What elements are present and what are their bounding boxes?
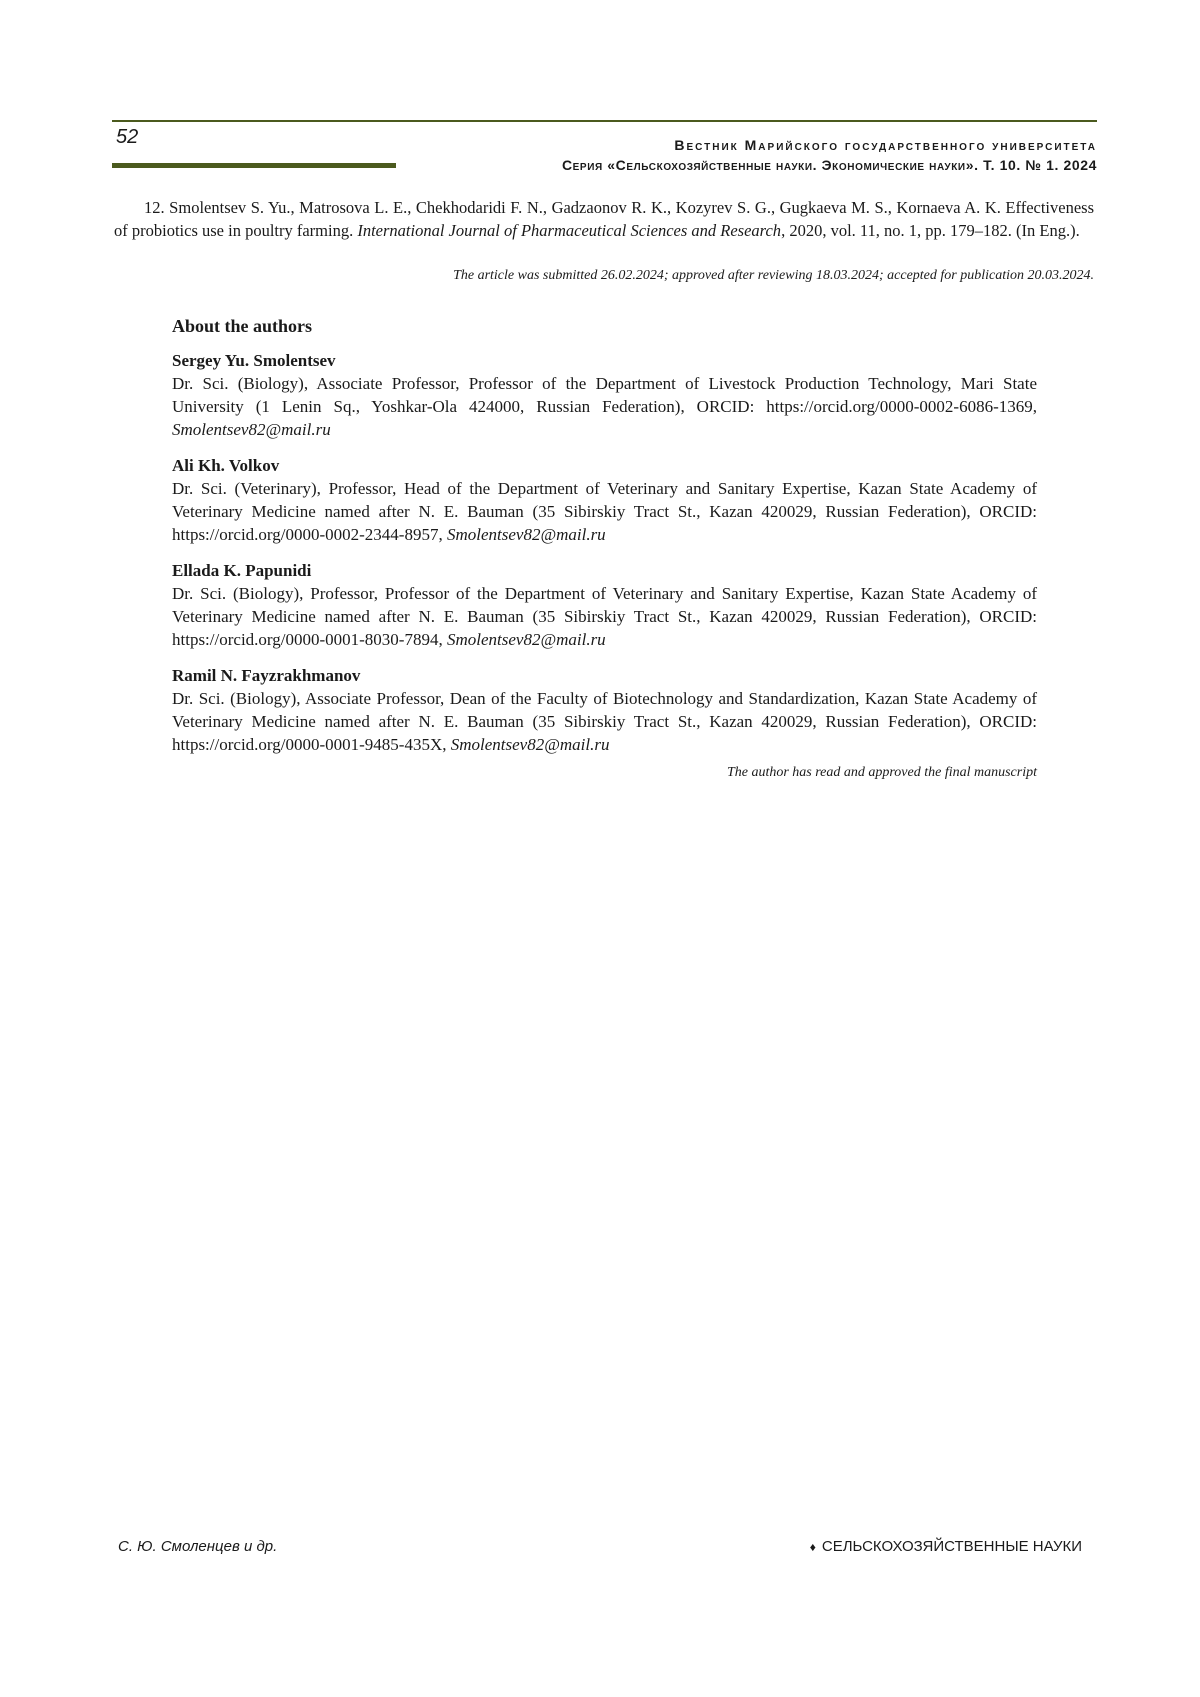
reference-entry [114,196,1094,242]
reference-lead: 12. Smolentsev S. Yu., Matrosova L. E., Chekhodaridi F. N., Gadzaonov R. K., Kozyrev S. G., Gugkaeva M. S., Kornaeva A. K. Effectiveness of probiotics use in poultry farming. [114,198,1094,240]
submission-dates: The article was submitted 26.02.2024; approved after reviewing 18.03.2024; accepted for publication 20.03.2024. [453,268,1094,283]
author-name: Ramil N. Fayzrakhmanov [172,666,361,685]
header-accent-bar [112,163,396,168]
author-block [172,349,1037,441]
reference-journal: International Journal of Pharmaceutical Sciences and Research [357,221,782,240]
author-block [172,664,1037,756]
author-bio [172,477,1037,546]
author-bio [172,687,1037,756]
author-bio [172,372,1037,441]
author-bio-text: Dr. Sci. (Biology), Associate Professor, Professor of the Department of Livestock Production Technology, Mari State University (1 Lenin Sq., Yoshkar-Ola 424000, Russian Federation), ORCID: https://orcid.org/0000-0002-6086-1369, [172,374,1037,416]
author-email[interactable]: Smolentsev82@mail.ru [450,735,610,754]
author-email[interactable]: Smolentsev82@mail.ru [446,525,606,544]
author-bio-text: Dr. Sci. (Biology), Professor, Professor of the Department of Veterinary and Sanitary Expertise, Kazan State Academy of Veterinary Medicine named after N. E. Bauman (35 Sibirskiy Tract St., Kazan 420029, Russian Federation), ORCID: https://orcid.org/0000-0001-8030-7894, [172,584,1037,649]
series-line: Серия «Сельскохозяйственные науки. Экономические науки». Т. 10. № 1. 2024 [561,157,1097,173]
journal-title: Вестник Марийского государственного университета [674,137,1097,153]
author-name: Ellada K. Papunidi [172,561,312,580]
about-authors-title: About the authors [172,316,313,336]
page-number: 52 [116,126,139,148]
approval-note: The author has read and approved the final manuscript [726,765,1037,780]
author-block [172,454,1037,546]
author-bio-text: Dr. Sci. (Biology), Associate Professor, Dean of the Faculty of Biotechnology and Standardization, Kazan State Academy of Veterinary Medicine named after N. E. Bauman (35 Sibirskiy Tract St., Kazan 420029, Russian Federation), ORCID: https://orcid.org/0000-0001-9485-435X, [172,689,1037,754]
author-email[interactable]: Smolentsev82@mail.ru [172,420,331,439]
author-email[interactable]: Smolentsev82@mail.ru [446,630,606,649]
diamond-icon: ♦ [809,1540,816,1554]
author-block [172,559,1037,651]
author-name: Ali Kh. Volkov [172,456,280,475]
author-bio [172,582,1037,651]
about-authors-section [172,316,1037,781]
footer-authors: С. Ю. Смоленцев и др. [118,1538,278,1555]
reference-tail: , 2020, vol. 11, no. 1, pp. 179–182. (In Eng.). [781,221,1080,240]
author-name: Sergey Yu. Smolentsev [172,351,336,370]
footer-section-label: СЕЛЬСКОХОЗЯЙСТВЕННЫЕ НАУКИ [821,1538,1082,1555]
header-rule [112,120,1097,122]
footer-section [810,1538,1082,1555]
author-bio-text: Dr. Sci. (Veterinary), Professor, Head of the Department of Veterinary and Sanitary Expertise, Kazan State Academy of Veterinary Medicine named after N. E. Bauman (35 Sibirskiy Tract St., Kazan 420029, Russian Federation), ORCID: https://orcid.org/0000-0002-2344-8957, [172,479,1037,544]
